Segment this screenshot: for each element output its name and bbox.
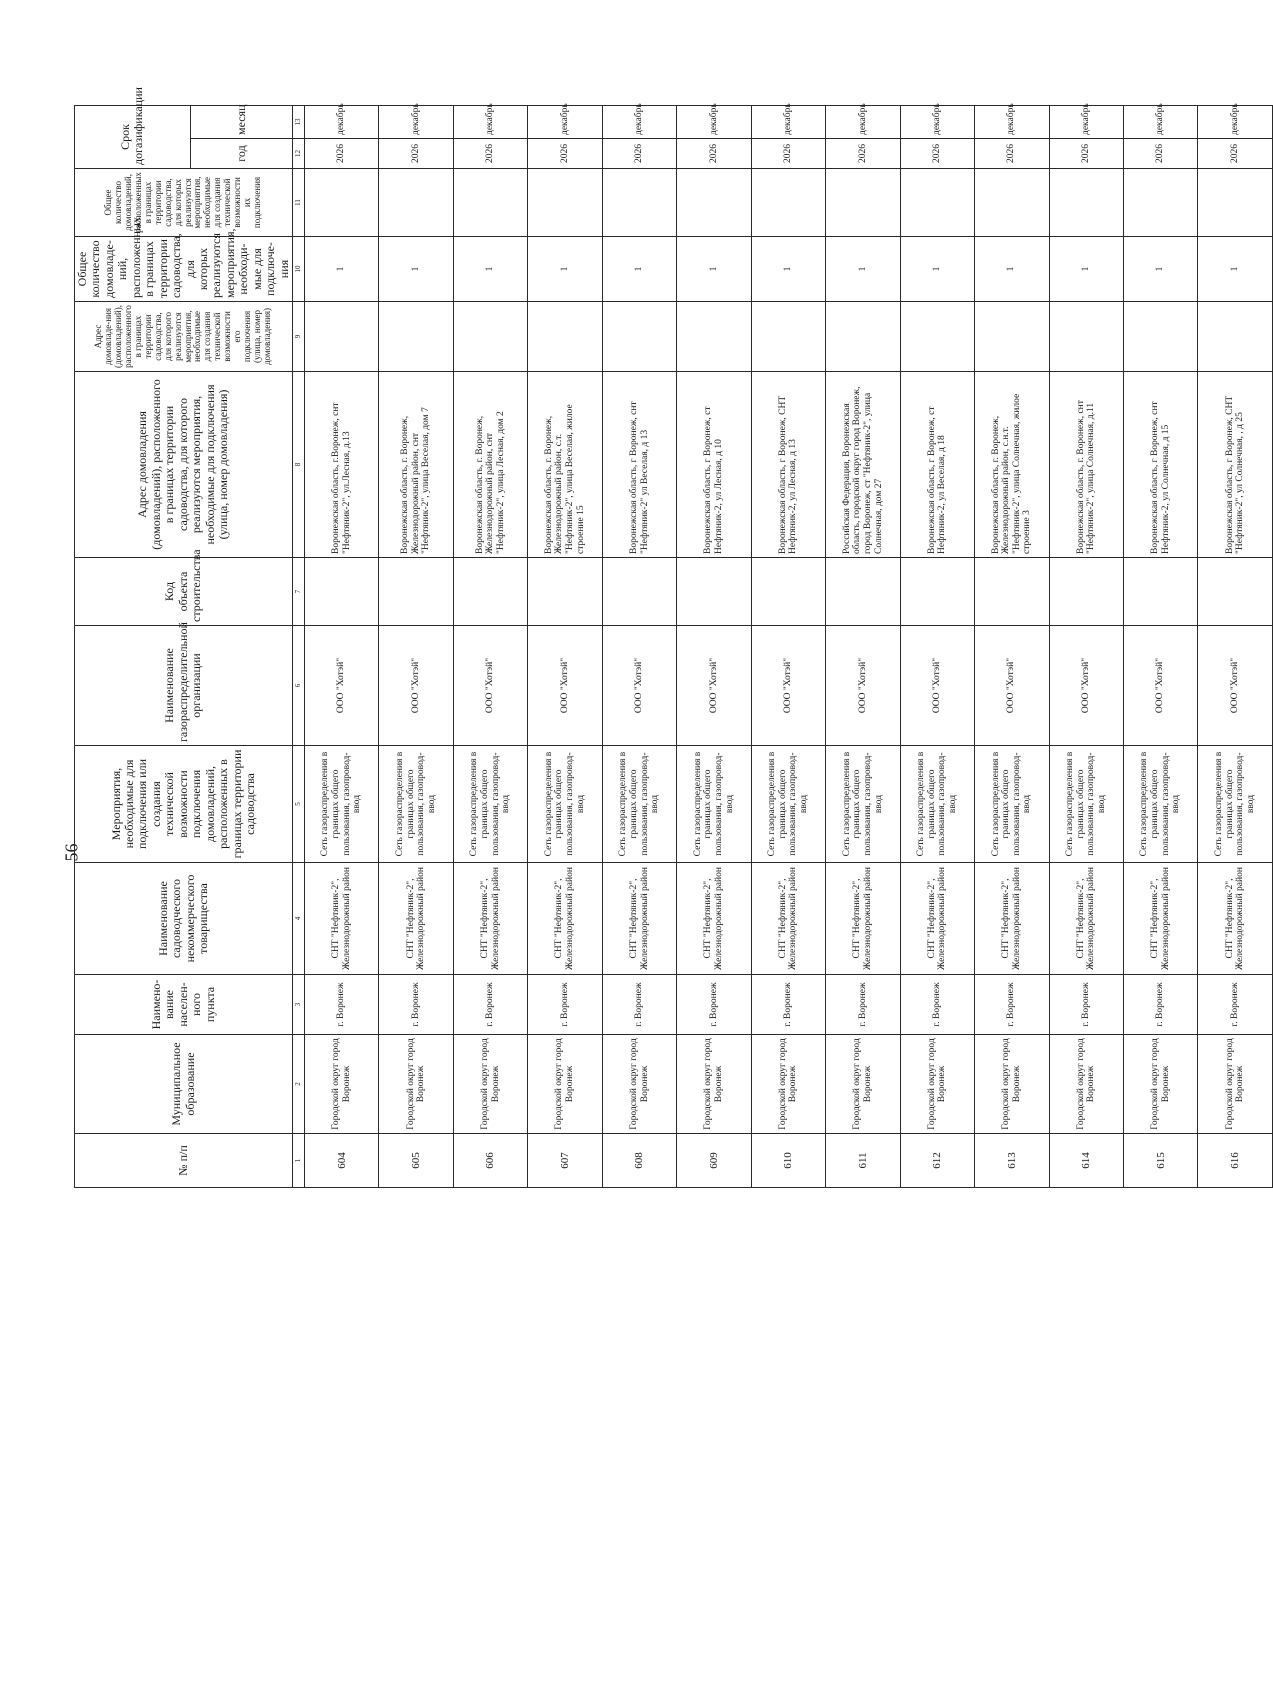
gas-organization-cell: ООО "Хотэй" <box>900 626 974 746</box>
object-code-cell <box>602 558 676 626</box>
object-code-cell <box>1198 558 1273 626</box>
address-capability-cell <box>1198 302 1273 372</box>
column-number: 11 <box>293 169 305 237</box>
month-cell: декабрь <box>305 105 379 138</box>
partnership-cell: СНТ "Нефтяник-2", Железнодорожный район <box>826 863 900 975</box>
settlement-cell: г. Воронеж <box>1049 975 1123 1035</box>
row-number: 606 <box>453 1134 527 1188</box>
measures-cell: Сеть газораспределения в границах общего пользования, газопровод-ввод <box>602 746 676 863</box>
table-row <box>1198 105 1273 1187</box>
address-capability-cell <box>677 302 751 372</box>
count-connection-cell: 1 <box>602 237 676 302</box>
object-code-cell <box>379 558 453 626</box>
count-connection-cell: 1 <box>1049 237 1123 302</box>
column-number: 8 <box>293 372 305 558</box>
partnership-cell: СНТ "Нефтяник-2", Железнодорожный район <box>1123 863 1197 975</box>
table-row <box>826 105 900 1187</box>
count-connection-cell: 1 <box>975 237 1049 302</box>
gas-organization-cell: ООО "Хотэй" <box>305 626 379 746</box>
gasification-table <box>74 87 1273 1188</box>
row-number: 612 <box>900 1134 974 1188</box>
gas-organization-cell: ООО "Хотэй" <box>602 626 676 746</box>
object-code-cell <box>677 558 751 626</box>
gas-organization-cell: ООО "Хотэй" <box>1123 626 1197 746</box>
row-number: 615 <box>1123 1134 1197 1188</box>
month-cell: декабрь <box>975 105 1049 138</box>
count-connection-cell: 1 <box>826 237 900 302</box>
year-cell: 2026 <box>379 139 453 169</box>
object-code-cell <box>305 558 379 626</box>
column-number: 4 <box>293 863 305 975</box>
settlement-cell: г. Воронеж <box>677 975 751 1035</box>
header-address-connection: Адрес домовладения (домовладений), расположенного в границах территории садоводства, для которого реализуются мероприятия, необходимые для подключения (улица, номер домовладения) <box>75 372 293 558</box>
count-connection-cell: 1 <box>305 237 379 302</box>
year-cell: 2026 <box>305 139 379 169</box>
table-row <box>751 105 825 1187</box>
address-cell: Воронежская область, г. Воронеж, Железнодорожный район, с.н.т. "Нефтяник-2", улица Солнечная, жилое строение 3 <box>975 372 1049 558</box>
month-cell: декабрь <box>453 105 527 138</box>
measures-cell: Сеть газораспределения в границах общего пользования, газопровод-ввод <box>453 746 527 863</box>
measures-cell: Сеть газораспределения в границах общего пользования, газопровод-ввод <box>975 746 1049 863</box>
partnership-cell: СНТ "Нефтяник-2", Железнодорожный район <box>1049 863 1123 975</box>
settlement-cell: г. Воронеж <box>379 975 453 1035</box>
count-connection-cell: 1 <box>1198 237 1273 302</box>
header-gasification-term: Срок догазификации <box>75 105 191 168</box>
table-row <box>975 105 1049 1187</box>
municipality-cell: Городской округ город Воронеж <box>677 1035 751 1134</box>
measures-cell: Сеть газораспределения в границах общего пользования, газопровод-ввод <box>305 746 379 863</box>
municipality-cell: Городской округ город Воронеж <box>751 1035 825 1134</box>
settlement-cell: г. Воронеж <box>528 975 602 1035</box>
row-number: 614 <box>1049 1134 1123 1188</box>
address-capability-cell <box>379 302 453 372</box>
object-code-cell <box>1049 558 1123 626</box>
municipality-cell: Городской округ город Воронеж <box>453 1035 527 1134</box>
municipality-cell: Городской округ город Воронеж <box>900 1035 974 1134</box>
count-capability-cell <box>900 169 974 237</box>
gas-organization-cell: ООО "Хотэй" <box>379 626 453 746</box>
municipality-cell: Городской округ город Воронеж <box>602 1035 676 1134</box>
gas-organization-cell: ООО "Хотэй" <box>677 626 751 746</box>
address-capability-cell <box>1123 302 1197 372</box>
address-capability-cell <box>602 302 676 372</box>
object-code-cell <box>826 558 900 626</box>
header-count-connection: Общее количество домовладе-ний, расположенных в границах территории садоводства, для которых реализуются мероприятия, необходи-мые для подключе-ния <box>75 237 293 302</box>
count-capability-cell <box>1123 169 1197 237</box>
municipality-cell: Городской округ город Воронеж <box>528 1035 602 1134</box>
header-settlement: Наимено-вание населен-ного пункта <box>75 975 293 1035</box>
address-capability-cell <box>900 302 974 372</box>
address-cell: Воронежская область, г Воронеж, ст Нефтяник-2, ул Лесная, д 10 <box>677 372 751 558</box>
municipality-cell: Городской округ город Воронеж <box>1198 1035 1273 1134</box>
address-capability-cell <box>1049 302 1123 372</box>
address-cell: Воронежская область, г.Воронеж, снт "Нефтяник-2", ул.Лесная, д.13 <box>305 372 379 558</box>
header-address-capability: Адрес домовладе-ния (домовладений), расположенного в границах территории садоводства, для которого реализуются мероприятия, необходимые для создания технической возможности его подключения (улица, номер домовладения) <box>75 302 293 372</box>
object-code-cell <box>900 558 974 626</box>
month-cell: декабрь <box>1198 105 1273 138</box>
table-row <box>1049 105 1123 1187</box>
count-connection-cell: 1 <box>453 237 527 302</box>
column-number: 2 <box>293 1035 305 1134</box>
count-capability-cell <box>1198 169 1273 237</box>
column-number: 12 <box>293 139 305 169</box>
count-capability-cell <box>677 169 751 237</box>
address-capability-cell <box>751 302 825 372</box>
header-gas-organization: Наименование газораспределительной организации <box>75 626 293 746</box>
settlement-cell: г. Воронеж <box>305 975 379 1035</box>
month-cell: декабрь <box>379 105 453 138</box>
header-count-capability: Общее количество домовладений, расположенных в границах территории садоводства, для которых реализуются мероприятия, необходимые для создания технической возможности их подключения <box>75 169 293 237</box>
year-cell: 2026 <box>751 139 825 169</box>
month-cell: декабрь <box>751 105 825 138</box>
table-body <box>305 105 1273 1187</box>
address-cell: Воронежская область, г. Воронеж, снт "Нефтяник-2", улица Солнечная, д.11 <box>1049 372 1123 558</box>
month-cell: декабрь <box>1123 105 1197 138</box>
year-cell: 2026 <box>1049 139 1123 169</box>
partnership-cell: СНТ "Нефтяник-2", Железнодорожный район <box>751 863 825 975</box>
count-capability-cell <box>975 169 1049 237</box>
table-row <box>602 105 676 1187</box>
table-row <box>900 105 974 1187</box>
row-number: 609 <box>677 1134 751 1188</box>
settlement-cell: г. Воронеж <box>1123 975 1197 1035</box>
partnership-cell: СНТ "Нефтяник-2", Железнодорожный район <box>677 863 751 975</box>
year-cell: 2026 <box>900 139 974 169</box>
address-capability-cell <box>453 302 527 372</box>
measures-cell: Сеть газораспределения в границах общего пользования, газопровод-ввод <box>751 746 825 863</box>
year-cell: 2026 <box>975 139 1049 169</box>
partnership-cell: СНТ "Нефтяник-2", Железнодорожный район <box>528 863 602 975</box>
count-capability-cell <box>305 169 379 237</box>
row-number: 611 <box>826 1134 900 1188</box>
settlement-cell: г. Воронеж <box>602 975 676 1035</box>
address-cell: Воронежская область, г Воронеж, снт Нефтяник-2, ул Солнечная, д 15 <box>1123 372 1197 558</box>
address-cell: Воронежская область, г. Воронеж, Железнодорожный район, с.т. "Нефтяник-2", улица Веселая, жилое строение 15 <box>528 372 602 558</box>
settlement-cell: г. Воронеж <box>1198 975 1273 1035</box>
settlement-cell: г. Воронеж <box>826 975 900 1035</box>
measures-cell: Сеть газораспределения в границах общего пользования, газопровод-ввод <box>379 746 453 863</box>
count-connection-cell: 1 <box>751 237 825 302</box>
count-capability-cell <box>1049 169 1123 237</box>
gas-organization-cell: ООО "Хотэй" <box>453 626 527 746</box>
settlement-cell: г. Воронеж <box>975 975 1049 1035</box>
table-row <box>677 105 751 1187</box>
column-number: 13 <box>293 105 305 138</box>
count-connection-cell: 1 <box>379 237 453 302</box>
rotated-table-container <box>74 87 1256 1188</box>
header-municipality: Муниципальное образование <box>75 1035 293 1134</box>
table-row <box>305 105 379 1187</box>
partnership-cell: СНТ "Нефтяник-2", Железнодорожный район <box>305 863 379 975</box>
count-connection-cell: 1 <box>1123 237 1197 302</box>
address-cell: Воронежская область, г Воронеж, снт "Нефтяник-2" ул Веселая, д 13 <box>602 372 676 558</box>
column-number: 3 <box>293 975 305 1035</box>
gas-organization-cell: ООО "Хотэй" <box>1198 626 1273 746</box>
header-number: № п/п <box>75 1134 293 1188</box>
count-capability-cell <box>379 169 453 237</box>
month-cell: декабрь <box>826 105 900 138</box>
partnership-cell: СНТ "Нефтяник-2", Железнодорожный район <box>900 863 974 975</box>
address-capability-cell <box>528 302 602 372</box>
table-row <box>1123 105 1197 1187</box>
municipality-cell: Городской округ город Воронеж <box>1049 1035 1123 1134</box>
gas-organization-cell: ООО "Хотэй" <box>826 626 900 746</box>
header-month: месяц <box>190 105 292 138</box>
partnership-cell: СНТ "Нефтяник-2", Железнодорожный район <box>602 863 676 975</box>
settlement-cell: г. Воронеж <box>453 975 527 1035</box>
year-cell: 2026 <box>1198 139 1273 169</box>
address-capability-cell <box>826 302 900 372</box>
measures-cell: Сеть газораспределения в границах общего пользования, газопровод-ввод <box>900 746 974 863</box>
measures-cell: Сеть газораспределения в границах общего пользования, газопровод-ввод <box>1198 746 1273 863</box>
column-number: 9 <box>293 302 305 372</box>
header-measures: Мероприятия, необходимые для подключения или создания технической возможности подключения домовладений, расположенных в границах территории садоводства <box>75 746 293 863</box>
year-cell: 2026 <box>602 139 676 169</box>
page-number: 56 <box>61 843 82 862</box>
object-code-cell <box>453 558 527 626</box>
gas-organization-cell: ООО "Хотэй" <box>751 626 825 746</box>
table-row <box>379 105 453 1187</box>
partnership-cell: СНТ "Нефтяник-2", Железнодорожный район <box>453 863 527 975</box>
measures-cell: Сеть газораспределения в границах общего пользования, газопровод-ввод <box>1049 746 1123 863</box>
gas-organization-cell: ООО "Хотэй" <box>528 626 602 746</box>
object-code-cell <box>1123 558 1197 626</box>
gas-organization-cell: ООО "Хотэй" <box>975 626 1049 746</box>
object-code-cell <box>528 558 602 626</box>
address-capability-cell <box>305 302 379 372</box>
year-cell: 2026 <box>677 139 751 169</box>
header-row-1 <box>75 105 191 1187</box>
object-code-cell <box>975 558 1049 626</box>
municipality-cell: Городской округ город Воронеж <box>1123 1035 1197 1134</box>
row-number: 613 <box>975 1134 1049 1188</box>
column-number: 10 <box>293 237 305 302</box>
address-cell: Российская Федерация, Воронежская область, городской округ город Воронеж, город Воронеж, ст "Нефтяник-2", улица Солнечная, дом 27 <box>826 372 900 558</box>
count-connection-cell: 1 <box>900 237 974 302</box>
row-number: 616 <box>1198 1134 1273 1188</box>
month-cell: декабрь <box>677 105 751 138</box>
municipality-cell: Городской округ город Воронеж <box>975 1035 1049 1134</box>
address-cell: Воронежская область, г Воронеж, ст Нефтяник-2, ул Веселая, д 18 <box>900 372 974 558</box>
gas-organization-cell: ООО "Хотэй" <box>1049 626 1123 746</box>
partnership-cell: СНТ "Нефтяник-2", Железнодорожный район <box>379 863 453 975</box>
municipality-cell: Городской округ город Воронеж <box>305 1035 379 1134</box>
month-cell: декабрь <box>528 105 602 138</box>
year-cell: 2026 <box>1123 139 1197 169</box>
year-cell: 2026 <box>453 139 527 169</box>
address-cell: Воронежская область, г Воронеж, СНТ "Нефтяник-2", ул Солнечная, , д 25 <box>1198 372 1273 558</box>
municipality-cell: Городской округ город Воронеж <box>379 1035 453 1134</box>
header-year: год <box>190 139 292 169</box>
count-connection-cell: 1 <box>528 237 602 302</box>
column-number: 5 <box>293 746 305 863</box>
measures-cell: Сеть газораспределения в границах общего пользования, газопровод-ввод <box>528 746 602 863</box>
address-capability-cell <box>975 302 1049 372</box>
row-number: 605 <box>379 1134 453 1188</box>
partnership-cell: СНТ "Нефтяник-2", Железнодорожный район <box>975 863 1049 975</box>
column-number: 7 <box>293 558 305 626</box>
column-number: 6 <box>293 626 305 746</box>
address-cell: Воронежская область, г. Воронеж, Железнодорожный район, снт "Нефтяник-2", улица Веселая, дом 7 <box>379 372 453 558</box>
header-partnership: Наименование садоводческого некоммерческого товарищества <box>75 863 293 975</box>
column-number-row <box>293 105 305 1187</box>
address-cell: Воронежская область, г. Воронеж, Железнодорожный район, снт "Нефтяник-2", улица Лесная, дом 2 <box>453 372 527 558</box>
measures-cell: Сеть газораспределения в границах общего пользования, газопровод-ввод <box>677 746 751 863</box>
table-row <box>528 105 602 1187</box>
row-number: 608 <box>602 1134 676 1188</box>
count-capability-cell <box>528 169 602 237</box>
month-cell: декабрь <box>900 105 974 138</box>
column-number: 1 <box>293 1134 305 1188</box>
header-object-code: Код объекта строительства <box>75 558 293 626</box>
measures-cell: Сеть газораспределения в границах общего пользования, газопровод-ввод <box>1123 746 1197 863</box>
settlement-cell: г. Воронеж <box>900 975 974 1035</box>
count-capability-cell <box>453 169 527 237</box>
year-cell: 2026 <box>826 139 900 169</box>
count-capability-cell <box>826 169 900 237</box>
municipality-cell: Городской округ город Воронеж <box>826 1035 900 1134</box>
count-capability-cell <box>602 169 676 237</box>
count-capability-cell <box>751 169 825 237</box>
count-connection-cell: 1 <box>677 237 751 302</box>
month-cell: декабрь <box>602 105 676 138</box>
object-code-cell <box>751 558 825 626</box>
address-cell: Воронежская область, г Воронеж, СНТ Нефтяник-2, ул Лесная, д 13 <box>751 372 825 558</box>
row-number: 610 <box>751 1134 825 1188</box>
table-row <box>453 105 527 1187</box>
row-number: 604 <box>305 1134 379 1188</box>
row-number: 607 <box>528 1134 602 1188</box>
measures-cell: Сеть газораспределения в границах общего пользования, газопровод-ввод <box>826 746 900 863</box>
settlement-cell: г. Воронеж <box>751 975 825 1035</box>
year-cell: 2026 <box>528 139 602 169</box>
partnership-cell: СНТ "Нефтяник-2", Железнодорожный район <box>1198 863 1273 975</box>
month-cell: декабрь <box>1049 105 1123 138</box>
